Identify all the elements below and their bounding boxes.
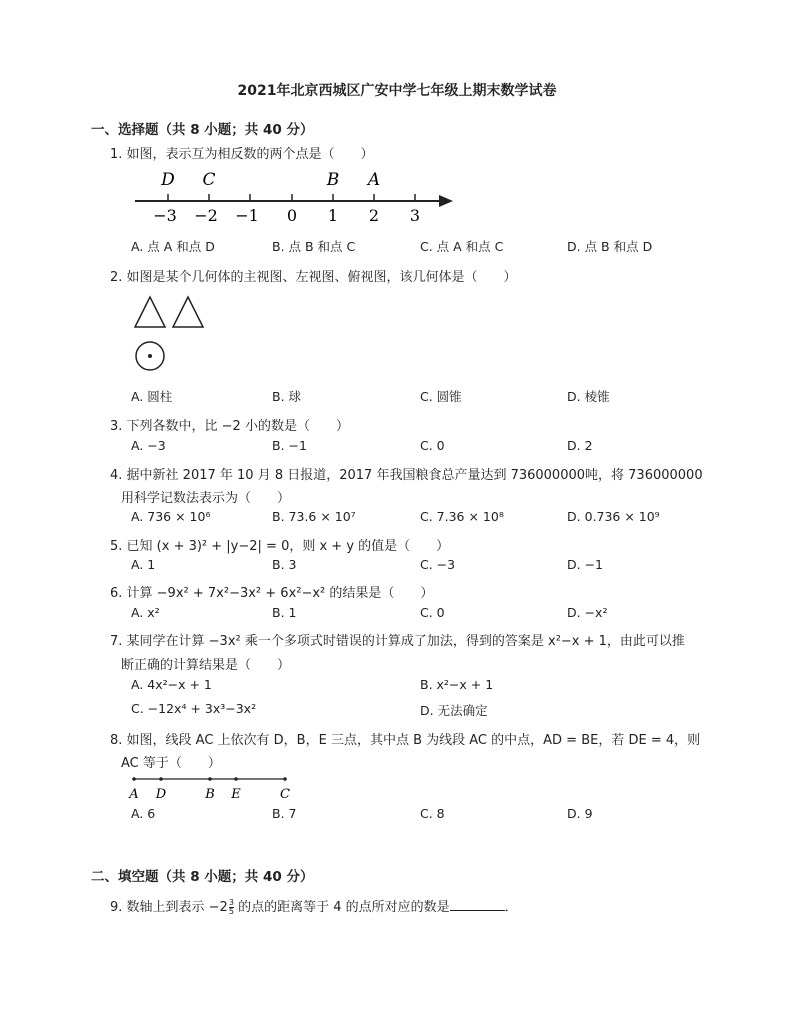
point-label-b: B — [326, 170, 340, 190]
tick-label: 1 — [327, 206, 339, 225]
question-7-stem-line2: 断正确的计算结果是（ ） — [121, 658, 291, 673]
q1-option-d: D. 点 B 和点 D — [567, 239, 653, 254]
three-views-figure — [132, 294, 212, 374]
q2-option-c: C. 圆锥 — [420, 389, 462, 404]
question-6-stem: 6. 计算 −9x² + 7x²−3x² + 6x²−x² 的结果是（ ） — [110, 586, 434, 601]
q4-option-d: D. 0.736 × 10⁹ — [567, 509, 660, 524]
q9-text-after: 的点的距离等于 4 的点所对应的数是 — [233, 900, 450, 915]
segment-label-c: C — [280, 787, 290, 802]
q5-option-b: B. 3 — [272, 557, 297, 572]
tick-label: −3 — [153, 206, 177, 225]
segment-label-a: A — [129, 787, 139, 802]
q1-option-a: A. 点 A 和点 D — [131, 239, 215, 254]
question-5-stem: 5. 已知 (x + 3)² + |y−2| = 0，则 x + y 的值是（ ） — [110, 539, 450, 554]
q2-option-b: B. 球 — [272, 389, 302, 404]
segment-label-d: D — [155, 787, 167, 802]
q8-option-a: A. 6 — [131, 806, 156, 821]
point-label-c: C — [202, 170, 216, 190]
q8-option-c: C. 8 — [420, 806, 445, 821]
tick-label: −2 — [194, 206, 218, 225]
q3-option-a: A. −3 — [131, 438, 166, 453]
q7-option-c: C. −12x⁴ + 3x³−3x² — [131, 701, 257, 716]
q6-option-b: B. 1 — [272, 605, 297, 620]
point-label-d: D — [161, 170, 175, 190]
q4-option-c: C. 7.36 × 10⁸ — [420, 509, 504, 524]
q9-text-before: 9. 数轴上到表示 −2 — [110, 900, 228, 915]
q7-option-b: B. x²−x + 1 — [420, 677, 494, 692]
q2-option-d: D. 棱锥 — [567, 389, 610, 404]
section-heading-choice: 一、选择题（共 8 小题；共 40 分） — [91, 122, 314, 138]
question-8-stem-line2: AC 等于（ ） — [121, 756, 221, 771]
q4-option-a: A. 736 × 10⁶ — [131, 509, 211, 524]
q3-option-b: B. −1 — [272, 438, 307, 453]
question-7-stem-line1: 7. 某同学在计算 −3x² 乘一个多项式时错误的计算成了加法，得到的答案是 x²−x + 1，由此可以推 — [110, 634, 685, 649]
tick-label: 3 — [409, 206, 421, 225]
q3-option-d: D. 2 — [567, 438, 593, 453]
q9-text-end: ． — [504, 900, 518, 915]
q7-option-d: D. 无法确定 — [420, 703, 488, 718]
q9-fraction-denominator: 5 — [228, 907, 234, 916]
q9-fraction-numerator: 3 — [228, 898, 234, 907]
tick-label: −1 — [235, 206, 259, 225]
q2-option-a: A. 圆柱 — [131, 389, 173, 404]
q4-option-b: B. 73.6 × 10⁷ — [272, 509, 356, 524]
number-line-figure — [125, 163, 465, 225]
segment-label-e: E — [231, 787, 241, 802]
question-8-stem-line1: 8. 如图，线段 AC 上依次有 D，B，E 三点，其中点 B 为线段 AC 的中点，AD = BE，若 DE = 4，则 — [110, 733, 701, 748]
number-line-arrow — [439, 195, 453, 207]
q5-option-c: C. −3 — [420, 557, 456, 572]
question-3-stem: 3. 下列各数中，比 −2 小的数是（ ） — [110, 419, 349, 434]
side-view-triangle — [173, 297, 203, 327]
q5-option-d: D. −1 — [567, 557, 603, 572]
q1-option-b: B. 点 B 和点 C — [272, 239, 356, 254]
q9-answer-blank[interactable] — [450, 898, 505, 911]
question-4-stem-line1: 4. 据中新社 2017 年 10 月 8 日报道，2017 年我国粮食总产量达到 736000000吨，将 736000000 — [110, 468, 703, 483]
front-view-triangle — [135, 297, 165, 327]
segment-figure — [128, 770, 298, 802]
section-heading-fill: 二、填空题（共 8 小题；共 40 分） — [91, 869, 314, 885]
q8-option-d: D. 9 — [567, 806, 593, 821]
tick-label: 0 — [286, 206, 298, 225]
point-label-a: A — [367, 170, 381, 190]
q6-option-a: A. x² — [131, 605, 160, 620]
q8-option-b: B. 7 — [272, 806, 297, 821]
segment-label-b: B — [205, 787, 215, 802]
question-1-stem: 1. 如图，表示互为相反数的两个点是（ ） — [110, 147, 374, 162]
q1-option-c: C. 点 A 和点 C — [420, 239, 504, 254]
q6-option-c: C. 0 — [420, 605, 445, 620]
question-4-stem-line2: 用科学记数法表示为（ ） — [121, 491, 291, 506]
q3-option-c: C. 0 — [420, 438, 445, 453]
tick-label: 2 — [368, 206, 380, 225]
q7-option-a: A. 4x²−x + 1 — [131, 677, 212, 692]
question-2-stem: 2. 如图是某个几何体的主视图、左视图、俯视图，该几何体是（ ） — [110, 270, 517, 285]
q6-option-d: D. −x² — [567, 605, 608, 620]
question-9-stem — [110, 896, 518, 916]
page-title: 2021年北京西城区广安中学七年级上期末数学试卷 — [237, 83, 557, 99]
top-view-center-dot — [148, 354, 152, 358]
q5-option-a: A. 1 — [131, 557, 156, 572]
